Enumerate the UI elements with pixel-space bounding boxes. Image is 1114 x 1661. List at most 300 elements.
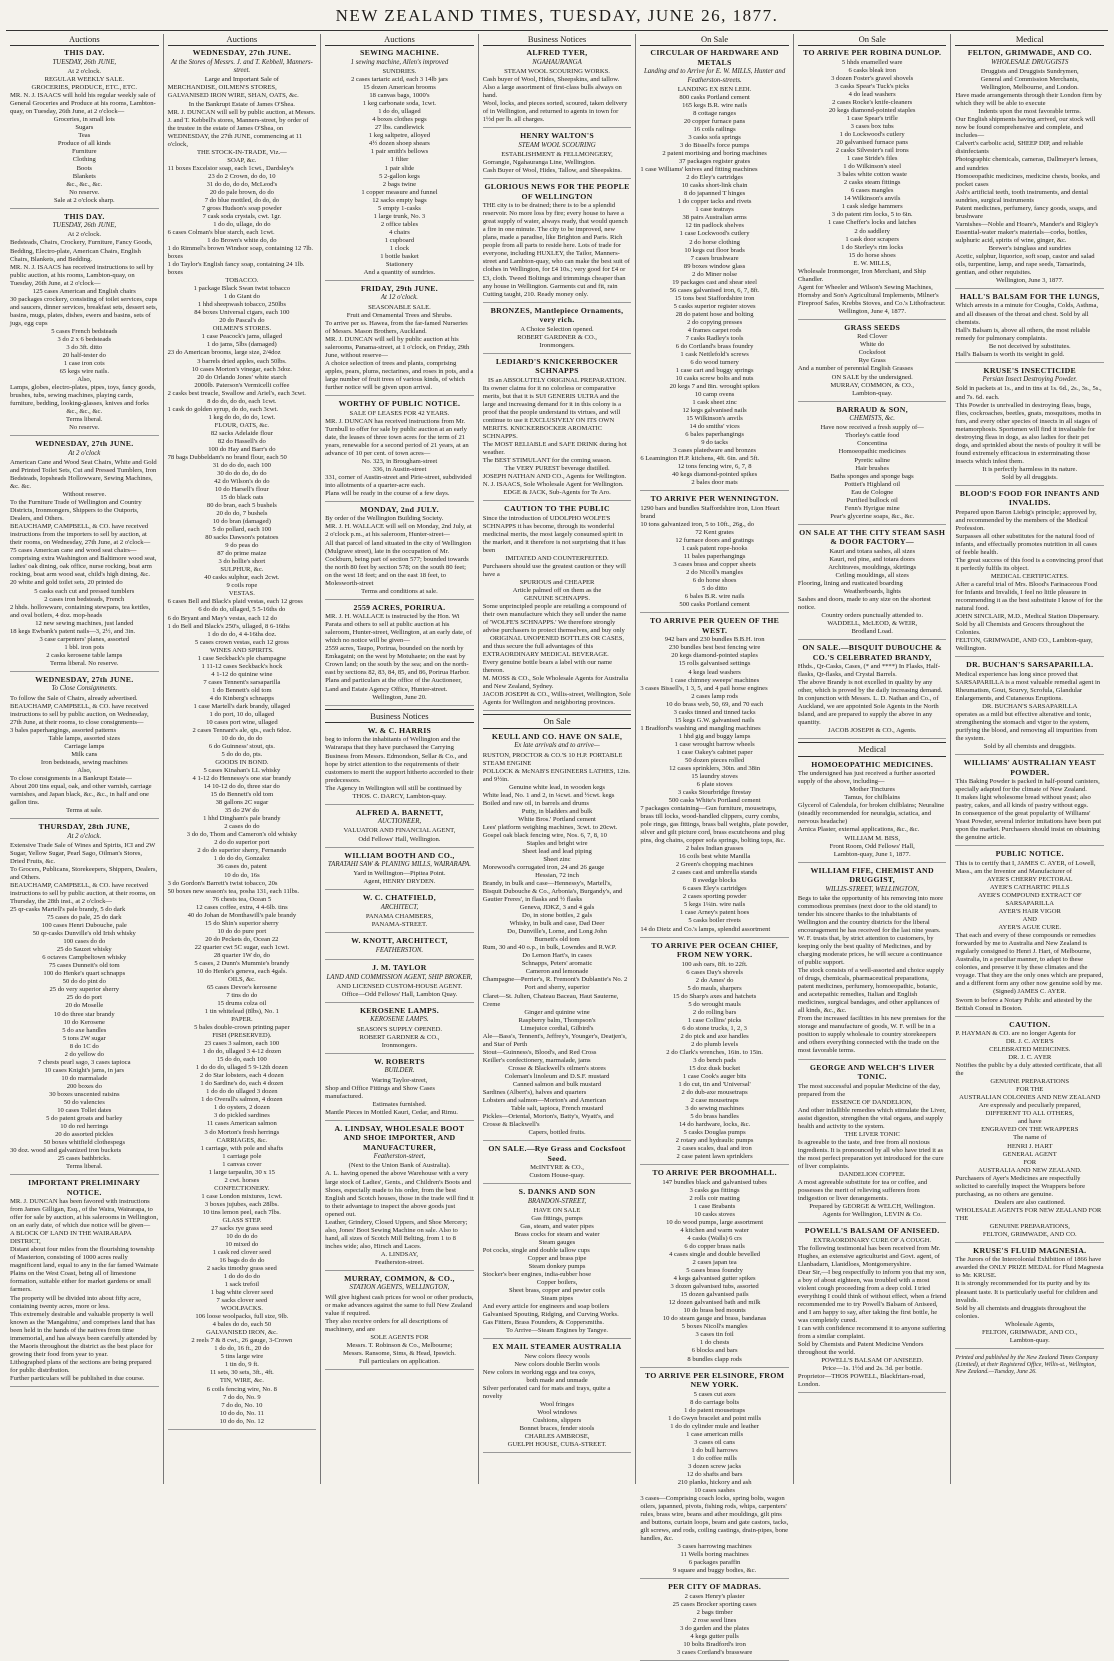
ad-line: New colors fleecy wools [524, 1352, 590, 1360]
ad-line: 1 cask patent rope-hooks [681, 545, 748, 553]
ad-line: 4 kitchen and warm water [680, 1227, 749, 1235]
ad-line: WHOLESALE AGENTS FOR NEW ZEALAND FOR THE [955, 1206, 1102, 1222]
ad-title: TO ARRIVE PER WENNINGTON. [650, 494, 779, 504]
ad-line: Cushions, slippers [532, 1417, 582, 1425]
ad-line: The stock consists of a well-assorted and choice supply of drugs, chemicals, pharmaceutical preparations, patent medicines, perfumery, homoeopathic, botanic, and acetepathic remedies, Italian and English medicines, surgical bandages, and other appliances of all kinds, &c., &c. [797, 967, 945, 1015]
ad-line: 6 coils fencing wire, No. 8 [206, 1385, 277, 1393]
section-heading: Business Notices [325, 709, 474, 723]
ad-line: Purchasers should use the greatest caution or they will have a [482, 562, 626, 578]
ad-line: 1 bag white clover seed [210, 1289, 273, 1297]
ad-line: Carriage lamps [64, 742, 105, 750]
ad-line: 50 boxes new season's tea, posha 131, each 11lbs. [167, 887, 300, 895]
ad-line: 5 do ditto [701, 585, 728, 593]
ad-line: Acetic, sulphur, liquorice, soft soap, castor and salad oils, turpentine, lamp, and rape seeds, Tamarinds, gentian, and other requisites. [955, 252, 1095, 276]
ad-subtitle: WILLIS-STREET, WELLINGTON, [825, 885, 919, 893]
ad-line: 40 kegs diamond-pointed spikes [672, 471, 758, 479]
ad-line: 72 Kent grates [695, 529, 734, 537]
ad-line: 5 do patent groats and barley [46, 1114, 123, 1122]
ad-line: Plans and particulars at the office of the Auctioneer, Land and Estate Agency Office, Hunter-street. [325, 677, 462, 693]
ad-line: To Grocers, Publicans, Storekeepers, Shippers, Dealers, and Others. [10, 865, 158, 881]
ad-line: 20 white and gold toilet sets, 20 printed do [10, 579, 123, 587]
advertisement [955, 849, 1104, 1016]
ad-line: Lees' platform weighing machines, 3cwt. to 20cwt. [482, 823, 618, 831]
ad-line: THE LIVER TONIC [844, 1130, 900, 1138]
ad-line: 3 dozen screw jacks [688, 1462, 742, 1470]
ad-line: The great success of this food is a convincing proof that it perfectly fulfils its object. [955, 557, 1104, 573]
advertisement [955, 292, 1104, 363]
ad-line: 6 blocks and bars [691, 1347, 738, 1355]
ad-line: Sashes and doors, made to any size on the shortest notice. [797, 595, 931, 611]
ad-line: 2 case patent lawn sprinklers [676, 1153, 753, 1161]
ad-line: Hessian, 72 inch [535, 872, 579, 880]
ad-line: 1 pair slide [384, 164, 415, 172]
ad-line: 1 case Stride's files [846, 155, 898, 163]
ad-line: 6 cases mangles [850, 187, 894, 195]
ad-line: 6 plate stoves [696, 780, 733, 788]
ad-line: 10 do do, No. 12 [219, 1417, 265, 1425]
ad-title: HOMOEOPATHIC MEDICINES. [811, 759, 934, 769]
ad-title: A. LINDSAY, WHOLESALE BOOT AND SHOE IMPORTER, AND MANUFACTURER, [334, 1123, 465, 1152]
ad-line: FELTON, GRIMWADE, AND CO. [982, 1230, 1077, 1238]
ad-line: 1 cask do golden syrup, do do, each 3cwt. [167, 405, 278, 413]
ad-line: 10 do marmalade [61, 1074, 108, 1082]
ad-line: 10 do brass web, 50, 69, and 70 each [665, 700, 764, 708]
ad-line: Putty, in bladders and bulk [521, 807, 593, 815]
column-heading: Medical [955, 34, 1104, 46]
ad-line: 65 kegs wire nails. [59, 367, 110, 375]
ad-line: Stationery [385, 260, 413, 268]
ad-title: WEDNESDAY, 27th JUNE. [35, 674, 134, 684]
ad-subtitle: Landing and to Arrive for E. W. MILLS, Hunter and Featherston-streets. [643, 68, 786, 84]
ad-line: Weatherboards, lights [843, 587, 901, 595]
ad-line: DR. BUCHAN'S SARSAPARILLA [982, 703, 1078, 711]
ad-line: 5 cases, 2 Dunn's Mummie's brandy [194, 959, 290, 967]
ad-line: WOOLPACKS. [220, 1305, 263, 1313]
ad-line: PANAMA-STREET. [371, 921, 428, 929]
ad-line: 23 do American brooms, large size, 2/4doz [167, 349, 281, 357]
ad-title: W. & C. HARRIS [367, 725, 432, 735]
ad-line: 1 cask door scrapers [845, 235, 899, 243]
ad-line: 2 casks kerosene table lamps [46, 651, 123, 659]
ad-line: 12 dozen galvanised bath and milk [668, 1299, 761, 1307]
ad-line: 15 laundry stoves [691, 772, 738, 780]
ad-line: 1 keg do do, do do, 1cwt. [208, 413, 276, 421]
ad-line: FISH (PRESERVED). [212, 1032, 272, 1040]
ad-line: 12 new sewing machines, just landed [35, 619, 134, 627]
ad-line: Which arrests in a minute for Coughs, Colds, Asthma, and all diseases of the throat and chest. Sold by all chemists. [955, 302, 1099, 326]
advertisement [325, 1057, 474, 1121]
ad-line: Fruit and Ornamental Trees and Shrubs. [346, 311, 453, 319]
ad-line: SULPHUR, &c. [220, 566, 264, 574]
ad-line: 12 cases coffee, extra, 4 4-6lb. tins [196, 903, 288, 911]
ad-line: Gorrangie, Ngahauranga Line, Wellington. [482, 159, 596, 167]
advertisement [483, 1144, 632, 1184]
ad-line: 27 sacks rye grass seed [211, 1224, 273, 1232]
ad-line: Sworn to before a Notary Public and attested by the British Consul in Boston. [955, 996, 1092, 1012]
ad-line: 2 cases tartaric acid, each 3 14lb jars [351, 76, 448, 84]
ad-title: CAUTION. [1009, 1019, 1051, 1029]
ad-line: 6 do Bryant and May's vestas, each 12 do [167, 614, 277, 622]
ad-line: 12 kegs galvanised nails [682, 407, 747, 415]
ad-line: Lithographed plans of the sections are being prepared for public distribution. [10, 1358, 152, 1374]
masthead: NEW ZEALAND TIMES, TUESDAY, JUNE 26, 1877. [335, 6, 779, 25]
ad-line: 22 quarter cwt 5C sugar, each 1cwt. [194, 943, 290, 951]
ad-line: 18 canvas bags, 1000's [369, 92, 430, 100]
ad-line: LANDING EX BEN LEDI. [677, 85, 752, 93]
ad-line: 8 bundles clapp rods [687, 1355, 742, 1363]
section-heading: On Sale [483, 714, 632, 728]
ad-line: 3 cases brass and copper sheets [673, 561, 756, 569]
ad-line: 10 casks short-link chain [681, 182, 748, 190]
ad-line: 5 tins large wire [220, 1353, 264, 1361]
ad-line: FELTON, GRIMWADE, AND CO., [982, 1328, 1078, 1336]
ad-line: Terms liberal. [66, 1163, 103, 1171]
advertisement [798, 643, 947, 739]
ad-title: EX MAIL STEAMER AUSTRALIA [492, 1342, 622, 1352]
ad-line: 6 octaves Campbeltown whisky [42, 954, 127, 962]
ad-line: Terms liberal. No reserve. [50, 659, 119, 667]
ad-line: It is perfectly harmless in its nature. [982, 465, 1078, 473]
ad-line: Fenn's Hyrigue mine [844, 504, 900, 512]
ad-line: 10 do brass bed mounts [683, 1307, 746, 1315]
ad-line: Distant about four miles from the flourishing township of Masterton, consisting of 1000 acres really magnificent land, equal to any in the far famed Waimate Plains on the West Coast, being all of limestone formation, suitable either for market gardens or small farmers. [10, 1246, 159, 1294]
ad-line: 31 do do, do do, McLeod's [206, 180, 278, 188]
ad-line: GROCERIES, PRODUCE, ETC., ETC. [31, 84, 138, 92]
ad-subtitle: WHOLESALE DRUGGISTS [991, 58, 1069, 66]
ad-line: Its owner claims for it no colorless or comparative merits, but that it is SUI GENERIS ULTRA and the large and increasing demand for it in this colony is a proof that the people understand its virtues, and will continue to use it EXCLUSIVELY ON ITS OWN MERITS. KNICKERBOCKER AROMATIC SCHNAPPS. [482, 384, 622, 440]
ad-line: Lambton-quay. [1009, 1336, 1050, 1344]
ad-line: Office—Odd Fellows' Hall, Lambton Quay. [341, 990, 458, 998]
ad-line: 1 do Lockwood's cutlery [839, 131, 905, 139]
ad-line: Canned salmon and bulk mustard [512, 1080, 602, 1088]
ad-line: 1 do Sardine's do, each 4 dozen [200, 1080, 284, 1088]
ad-line: No reserve. [69, 424, 100, 432]
ad-line: Purchasers of Ayer's Medicines are respectfully solicited to carefully inspect the Wrappers before purchasing, as no others are genuine. [955, 1174, 1086, 1198]
ad-line: Galvanised Spouting, Ridging, and Curving Works. [482, 1311, 619, 1319]
ad-line: Pottiet's Highland oil [844, 480, 901, 488]
ad-line: 1 carriage, with pole and shafts [200, 1144, 284, 1152]
ad-line: 15 do horse shoes [848, 251, 896, 259]
ad-line: Dear Sir,—I beg respectfully to inform you that my son, a boy of about eighteen, was troubled with a most violent cough proceeding from a deep cold. I tried everything I could think of without effect, when a friend recommended me to try Powell's Balsam of Aniseed, and I am happy to say, after taking the first bottle, he was completely cured. [797, 1268, 947, 1324]
ad-line: The most successful and popular Medicine of the day, prepared from the [797, 1082, 941, 1098]
ad-line: 1 case Collins' picks [687, 1016, 742, 1024]
ad-title: DR. BUCHAN'S SARSAPARILLA. [966, 660, 1094, 670]
ad-line: Wool, locks, and pieces sorted, scoured, taken delivery of in Wellington, and returned to agents in town for 1½d per lb. all charges. [482, 100, 628, 124]
ad-line: Table lamps, assorted sizes [48, 734, 120, 742]
ad-line: SEASONABLE SALE. [368, 303, 431, 311]
advertisement [10, 822, 159, 1175]
ad-line: The Jurors of the Intercolonial Exhibition of 1866 have awarded the ONLY PRIZE MEDAL for Fluid Magnesia to Mr. KRUSE. [955, 1256, 1104, 1280]
ad-line: 2 cases Tennant's ale, qts., each 6doz. [192, 726, 292, 734]
ad-line: 200 boxes do [66, 1082, 102, 1090]
advertisement [483, 48, 632, 128]
advertisement [325, 808, 474, 848]
ad-line: 50 do valencies [63, 1098, 105, 1106]
advertisement [798, 866, 947, 1060]
ad-line: 3 do 2 x 6 bedsteads [57, 335, 112, 343]
ad-line: After a careful trial of Mrs. Blood's Farinaceous Food for Infants and Invalids, I feel no little pleasure in recommending it as the best substitute I know of for the natural food. [955, 581, 1103, 613]
ad-line: 1 case Oakey's cabinet paper [676, 748, 753, 756]
advertisement [955, 758, 1104, 846]
ad-line: 3 do pickled sardines [213, 1112, 270, 1120]
ad-title: GEORGE AND WELCH'S LIVER TONIC. [809, 1062, 935, 1081]
ad-line: BEAUCHAMP, CAMPBELL, & CO. have received instructions to sell by public auction, on Wednesday, 27th June, at their rooms, to close consignments— [10, 702, 149, 726]
ad-title: PUBLIC NOTICE. [995, 849, 1064, 859]
ad-line: 147 bundles black and galvanised tubes [662, 1178, 767, 1186]
ad-line: 4 casks (Walls) 6 crs [687, 1235, 742, 1243]
ad-line: ORIGINAL UNOPENED BOTTLES OR CASES, [490, 635, 625, 643]
ad-line: 2 reels 7 & 8 cwt., 26 gauge, 3-Crown [191, 1337, 293, 1345]
ad-line: At 2 o'clock. [67, 68, 102, 76]
ad-line: A. L. having opened the above Warehouse with a very large stock of Ladies', Gents., and Children's Boots and Shoes, especially made to his order, from the best English and Scotch houses, those in the trade will find it to their advantage to inspect the above goods just opened out. [325, 1170, 474, 1218]
ad-line: 1 case Cook's auger bits [682, 1072, 747, 1080]
ad-title: WILLIAM BOOTH AND CO., [344, 850, 455, 860]
ad-title: FRIDAY, 29th JUNE. [360, 283, 439, 293]
ad-line: 15 do Bennett's old tom [210, 791, 274, 799]
ad-line: DR. J. C. AYER'S [1005, 1038, 1054, 1046]
ad-line: 2 do dub-axe mousetraps [681, 1089, 748, 1097]
ad-line: 8 do carriage bolts [690, 1398, 740, 1406]
ad-line: Produce of all kinds [57, 140, 111, 148]
ad-title: ON SALE AT THE CITY STEAM SASH & DOOR FACTORY— [799, 527, 946, 547]
ad-line: 7 cases brushware [690, 254, 739, 262]
ad-line: Steam pipes [540, 1295, 574, 1303]
ad-line: 10 camp ovens [694, 391, 735, 399]
ad-line: 8 cottage ranges [693, 110, 737, 118]
ad-line: 4 kegs galvanised gutter spikes [673, 1275, 756, 1283]
advertisement [483, 182, 632, 302]
ad-line: 2 cases japan tea [692, 1259, 737, 1267]
ad-line: Gas, steam, and water pipes [520, 1222, 594, 1230]
ad-line: SOAP, &c. [227, 156, 257, 164]
ad-line: 1 do cut, tin and 'Universal' [678, 1081, 751, 1089]
ad-title: W. ROBERTS [373, 1056, 425, 1066]
ad-line: 40 casks sulphur, each 2cwt. [204, 574, 280, 582]
ad-line: 5 bales double-crown printing paper [194, 1024, 290, 1032]
ad-line: RUSTON, PROCTOR & CO.'S 10 H.P. PORTABLE STEAM ENGINE [482, 751, 623, 767]
ad-line: Sold by all chemists and druggists. [983, 743, 1076, 751]
ad-line: 5 do axe handles [62, 1026, 107, 1034]
ad-line: 10 mixed do [225, 1240, 259, 1248]
ad-line: Leather, Grindery, Closed Uppers, and Shoe Mercery; also, Jones' Boot Sewing Machine on sale. Also to hand, all sizes of Scotch Mill Belting, from 1 to 8 inches wide; also, Hirsch and Laces. [325, 1218, 468, 1250]
ad-line: 3 do garden and the plates [680, 1624, 750, 1632]
ad-subtitle: ARCHITECT, [380, 903, 419, 911]
ad-line: Baths sponges and sponge bags [830, 472, 914, 480]
ad-line: 7 sacks clover seed [216, 1297, 268, 1305]
ad-line: A most agreeable substitute for tea or coffee, and possesses the merit of relieving sufferers from indigestion or liver derangements. [797, 1178, 928, 1202]
advertisement [955, 48, 1104, 289]
ad-line: 1 cask red clover seed [212, 1248, 271, 1256]
ad-line: Is agreeable to the taste, and free from all noxious ingredients. It is pronounced by all who have tried it as the most perfect preparation yet introduced for the cure of liver complaints. [797, 1138, 944, 1170]
ad-line: 2 cwt. horses [224, 1176, 260, 1184]
ad-line: IS an ABSOLUTELY ORIGINAL PREPARATION. [488, 376, 627, 384]
ad-line: and have [1017, 1118, 1042, 1126]
ad-line: Ceiling mouldings, all sizes [835, 571, 909, 579]
ad-line: Hall's Balsam is, above all others, the most reliable remedy for pulmonary complaints. [955, 326, 1091, 342]
ad-title: TO ARRIVE PER OCEAN CHIEF, FROM NEW YORK. [651, 940, 778, 960]
advertisement [325, 399, 474, 502]
ad-line: Thorley's cattle food [845, 432, 900, 440]
ad-line: 3 casks Stourbridge firestay [677, 788, 752, 796]
ad-line: PAPER. [231, 1016, 253, 1024]
ad-title: CIRCULAR OF HARDWARE AND METALS [650, 48, 779, 67]
ad-line: CELEBRATED MEDICINES. [989, 1046, 1071, 1054]
ad-line: &c., &c., &c. [66, 180, 103, 188]
ad-line: Calvert's carbolic acid, SHEEP DIP, and reliable disinfectants [955, 140, 1084, 156]
ad-line: Cash buyer of Wool, Hides, Sheepskins, and tallow. Also a large assortment of first-class bulls always on hand. [482, 76, 622, 100]
ad-line: To Arrive—Steam Engines by Tangye. [505, 1327, 609, 1335]
ad-line: THOS. C. DARCY, Lambton-quay. [352, 792, 447, 800]
ad-line: 3 cases box tubs [850, 123, 894, 131]
ad-line: JOSEPH NATHAN AND CO., Agents for Wellington. [482, 473, 627, 481]
ad-line: 2 do Miner nolse [692, 270, 738, 278]
ad-line: operates as a mild but effective alterative and tonic, strengthening the stomach and vigor to the system, purifying the blood, and removing all impurities from the system. [955, 711, 1098, 743]
ad-line: Sheet brass, copper and pewter coils [509, 1287, 605, 1295]
ad-line: BEAUCHAMP, CAMPBELL, & CO. have received instructions from the importers to sell by auction, at their rooms, on Wednesday, 27th June, at 2 o'clock— [10, 523, 151, 547]
ad-line: Also, [77, 766, 92, 774]
ad-line: 1 filter [390, 156, 409, 164]
ad-line: 3 cases Cortland's brassware [676, 1648, 753, 1656]
ad-line: 165 kegs B.R. wire nails [682, 101, 748, 109]
advertisement [640, 941, 789, 1166]
ad-line: 1 11-12 cases Seckback's hock [201, 662, 283, 670]
ad-line: Agent for Wheeler and Wilson's Sewing Machines, Hornsby and Son's Agricultural Implements, Milner's Fireproof Safes, Krebbs Stoves, and Co.'s Lithofracteur. [797, 283, 946, 307]
ad-line: Mother Tinctures [849, 786, 895, 794]
ad-line: 1 do do do, 4 4-16ths doz. [207, 630, 277, 638]
ad-line: 14 do smiths' vices [689, 423, 740, 431]
ad-line: 19 packages cast and shear steel [672, 278, 757, 286]
ad-line: 3 casks sofa springs [688, 134, 741, 142]
ad-line: This Powder is unrivalled in destroying fleas, bugs, flies, cockroaches, beetles, gnats, mosquitoes, moths in furs, and every other species of insects in all stages of metamorphosis. Sportsmen will find it invaluable for destroying fleas in dogs, as also ladies for their pet dogs, and sprinkled about the nests of poultry it will be found extremely efficacious in exterminating those insects which infest them. [955, 401, 1102, 465]
ad-line: Kauri, red pine, and totara doors [829, 555, 915, 563]
advertisement [10, 212, 159, 437]
ad-line: Waring Taylor-street, [371, 1076, 428, 1084]
ad-line: 8 do do, do do, each 1cwt. [207, 397, 277, 405]
ad-line: 30 boxes unscented raisins [49, 1090, 120, 1098]
ad-line: Have now received a fresh supply of— [820, 424, 924, 432]
ad-line: And every article for engineers and soap boilers [482, 1303, 610, 1311]
ad-line: 1 large trunk, No. 3 [373, 212, 426, 220]
ad-line: STEAM WOOL SCOURING WORKS. [504, 68, 610, 76]
ad-line: 10 casks screw bolts and nuts [675, 375, 754, 383]
ad-line: 1 canvas cover [222, 1160, 262, 1168]
ad-line: EDGE & JACK, Sub-Agents for Te Aro. [503, 489, 611, 497]
ad-line: 1 do do, ullage, do do [213, 220, 271, 228]
ad-subtitle: TARATAHI SAW & PLANING MILLS, WAIRARAPA. [327, 861, 471, 869]
ad-line: 4 do lead washers [848, 90, 896, 98]
ad-title: THURSDAY, 28th JUNE, [38, 822, 130, 832]
ad-line: 2 do Ames' do [695, 976, 734, 984]
ad-line: FELTON, GRIMWADE, AND CO., Lambton-quay, Wellington. [955, 637, 1093, 653]
ad-line: Since the introduction of UDOLPHO WOLFE'S SCHNAPPS it has become, through its wonderful medicinal merits, the most largely consumed spirit in the market, and it therefore is not surprising that it has been [482, 514, 626, 554]
ad-line: MERCHANDISE, OILMEN'S STORES, GALVANISED IRON WIRE, SHAN, OATS, &c. [167, 84, 299, 100]
ad-line: 2000lb. Paterson's Vermicelli coffee [194, 381, 290, 389]
ad-line: 6 do stone trucks, 1, 2, 3 [682, 1024, 747, 1032]
ad-line: In conjunction with Messrs. L. D. Nathan and Co., of Auckland, we are appointed Sole Agents in the North Island, and are prepared to supply the above in any quantity. [797, 695, 939, 727]
ad-line: Wholesale Agents, [1005, 1320, 1055, 1328]
ad-line: 6 do wood turnery [690, 358, 739, 366]
ad-line: 7 chests pearl sago, 3 cases tapioca [38, 1058, 131, 1066]
ad-line: 2 do horse clothing [689, 238, 740, 246]
ad-line: Boots [76, 164, 92, 172]
ad-line: TOBACCO. [225, 277, 259, 285]
ad-line: 1 do chests [699, 1339, 730, 1347]
column-heading: Auctions [168, 34, 317, 46]
ad-line: 1 do Wilkinson's steel [843, 163, 902, 171]
ad-line: Ale—Bass's, Tennent's, Jeffrey's, Younger's, Deatjen's, and Star of Perth [482, 1032, 627, 1048]
ad-line: Silver perforated card for mats and trays, quite a novelty [482, 1385, 611, 1401]
ad-title: J. M. TAYLOR [372, 963, 427, 972]
ad-line: 3 casks gas fittings [689, 1186, 740, 1194]
ad-line: 6 cases Colman's blue starch, each 1cwt. [167, 229, 275, 237]
ad-line: 1 do patent mousetraps [684, 1406, 746, 1414]
ad-line: 31 do do do, each 100 [212, 461, 271, 469]
ad-line: 1 case chimney sweeps' machines [670, 676, 760, 684]
ad-line: 15 do do, each 100 [216, 1056, 267, 1064]
ad-line: 1 keg saltpetre, alloyed [368, 132, 431, 140]
ad-line: American Cane and Wood Seat Chairs, White and Gold and Printed Toilet Sets, Cut and Pressed Tumblers, Iron Bedsteads, Iopsheads Hollowware, Sewing Machines, &c. &c. [10, 459, 157, 491]
ad-line: 5 cases Kinahan's LL whisky [203, 767, 281, 775]
ad-line: It makes light wholesome bread without yeast; also pastry, cakes, and all kinds of pastry without eggs. [955, 794, 1091, 810]
ad-line: 1 do do do do [223, 1273, 260, 1281]
ad-line: 3 do Morton's fresh herrings [204, 1128, 280, 1136]
column-2 [163, 34, 321, 1484]
ad-line: AUSTRALIAN COLONIES AND NEW ZEALAND [959, 1094, 1101, 1102]
ad-line: 3 do bench pads [693, 1056, 736, 1064]
ad-line: Brodland Load. [851, 628, 893, 636]
ad-line: 28 do patent hose and bolting [675, 310, 754, 318]
ad-title: KRUSE'S INSECTICIDE [983, 365, 1077, 375]
ad-line: Wholesale Ironmonger, Iron Merchant, and Ship Chandler. [797, 267, 926, 283]
advertisement [798, 48, 947, 320]
column-5 [635, 34, 793, 1656]
advertisement [325, 963, 474, 1003]
ad-line: 2 do Eley's cartridges [686, 174, 743, 182]
ad-line: 2 office tables [380, 220, 419, 228]
ad-subtitle: Ex late arrivals and to arrive— [514, 742, 600, 750]
ad-line: Brass cocks for steam and water [514, 1231, 600, 1238]
ad-subtitle: TUESDAY, 26th JUNE, [52, 58, 117, 66]
ad-line: Pyretic saline [854, 456, 891, 464]
ad-line: 2 do do superior port [214, 839, 270, 847]
ad-line: 500 casks Portland cement [679, 601, 750, 609]
ad-line: Do Lemon Hart's, in cases [522, 952, 592, 960]
ad-line: The VERY PUREST beverage distilled. [504, 465, 610, 473]
ad-line: DANDELION COFFEE. [838, 1170, 906, 1178]
ad-line: 2 bales Indian grasses [685, 845, 744, 853]
ad-line: 1 case London mixtures, 1cwt. [201, 1192, 283, 1200]
advertisement [10, 1178, 159, 1387]
ad-line: DIFFERENT TO ALL OTHERS, [985, 1110, 1074, 1118]
ad-line: GENUINE PREPARATIONS, [989, 1222, 1070, 1230]
ad-line: Brewer's isinglass and sundries [988, 244, 1071, 252]
ad-line: Gospel oak black fencing wire, Nos. 6, 7, 8, 10 [482, 831, 607, 839]
ad-line: Schnapps, Peters' aromatic [521, 960, 593, 968]
ad-title: WORTHY OF PUBLIC NOTICE. [338, 399, 461, 409]
ad-line: Raspberry balm, Thompson's [518, 1016, 596, 1024]
ad-line: GLASS STEP. [222, 1216, 262, 1224]
ad-line: 23 do 2 Crown, do do, 10 [208, 172, 276, 180]
ad-line: 6 bales paperhangings [685, 431, 744, 439]
ad-line: 14 10-12 do do, three star do [203, 783, 280, 791]
advertisement [10, 439, 159, 672]
ad-line: MEDICAL CERTIFICATES. [990, 573, 1069, 581]
ad-title: IMPORTANT PRELIMINARY NOTICE. [28, 1178, 141, 1197]
advertisement [798, 405, 947, 525]
ad-title: POWELL'S BALSAM OF ANISEED. [804, 1226, 940, 1236]
ad-line: 210 planks, hickory and ash [677, 1478, 752, 1486]
ad-line: 100 do Henke's quart schnapps [43, 970, 126, 978]
